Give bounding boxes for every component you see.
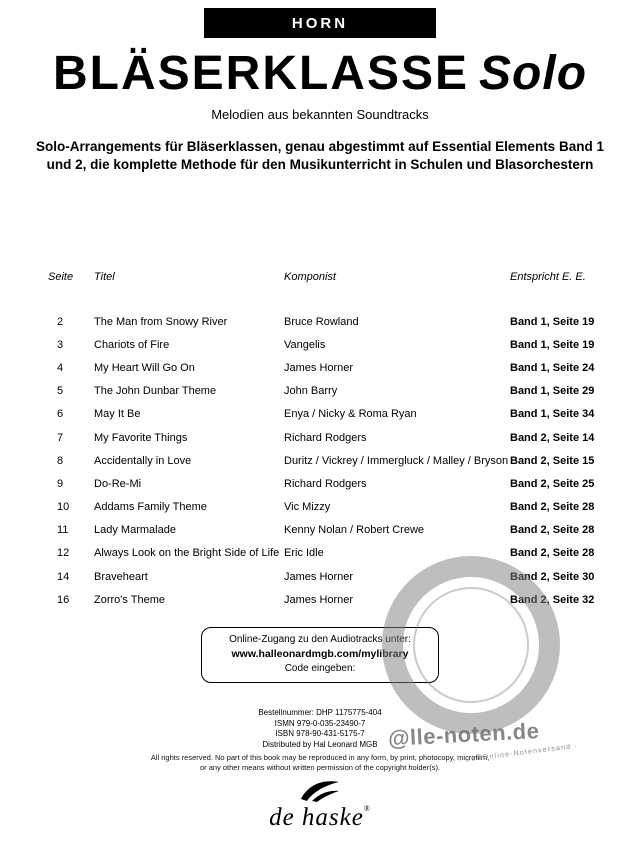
cell-titel: The John Dunbar Theme	[94, 385, 217, 398]
col-header-seite: Seite	[48, 271, 74, 283]
cell-seite: 10	[57, 501, 70, 514]
table-row	[48, 333, 595, 356]
publisher-info	[0, 708, 640, 740]
cell-seite: 14	[57, 570, 70, 583]
cell-seite: 11	[57, 524, 69, 537]
table-row	[48, 356, 595, 379]
cell-komponist: James Horner	[284, 361, 354, 374]
cell-entspricht: Band 2, Seite 28	[510, 524, 595, 537]
cell-seite: 12	[57, 547, 70, 560]
cell-entspricht: Band 2, Seite 25	[510, 477, 595, 490]
order-number: Bestellnummer: DHP 1175775-404	[258, 708, 382, 717]
toc-header-row	[48, 270, 592, 284]
online-access-url: www.halleonardmgb.com/mylibrary	[231, 648, 409, 660]
instrument-banner	[204, 8, 436, 38]
watermark-text: @lle-noten.de	[387, 718, 540, 751]
cell-entspricht: Band 1, Seite 24	[510, 361, 595, 374]
table-row	[48, 380, 595, 403]
cell-entspricht: Band 2, Seite 14	[510, 431, 595, 444]
cell-komponist: Richard Rodgers	[284, 477, 367, 490]
col-header-komponist: Komponist	[284, 271, 336, 283]
cell-seite: 16	[57, 593, 70, 606]
cell-titel: Addams Family Theme	[94, 501, 207, 514]
table-row	[48, 542, 595, 565]
distributor-line: Distributed by Hal Leonard MGB	[262, 740, 378, 749]
cell-seite: 8	[57, 454, 64, 467]
online-access-line1: Online-Zugang zu den Audiotracks unter:	[229, 634, 411, 645]
cell-komponist: James Horner	[284, 570, 354, 583]
cell-titel: Do-Re-Mi	[94, 477, 142, 490]
table-row	[48, 472, 595, 495]
page-title	[0, 46, 640, 101]
toc-rows	[48, 310, 595, 611]
cell-komponist: John Barry	[284, 385, 338, 398]
cell-titel: My Heart Will Go On	[94, 361, 195, 374]
isbn: ISBN 978-90-431-5175-7	[275, 729, 365, 739]
cell-seite: 4	[57, 361, 64, 374]
cell-titel: Accidentally in Love	[94, 454, 192, 467]
cell-titel: Chariots of Fire	[94, 338, 170, 351]
de-haske-wordmark	[0, 804, 640, 832]
table-of-contents	[48, 270, 595, 611]
cell-komponist: James Horner	[284, 593, 354, 606]
copyright-line1: All rights reserved. No part of this book may be reproduced in any form, by print, photocopy, microfilm,	[150, 753, 490, 762]
table-row	[48, 519, 595, 542]
cell-komponist: Vic Mizzy	[284, 501, 331, 514]
instrument-label: HORN	[291, 14, 349, 32]
table-row	[48, 403, 595, 426]
cell-seite: 9	[57, 477, 64, 490]
col-header-titel: Titel	[94, 271, 115, 283]
de-haske-logo	[0, 779, 640, 832]
cell-entspricht: Band 1, Seite 19	[510, 315, 595, 328]
cell-seite: 5	[57, 385, 64, 398]
cell-seite: 3	[57, 338, 64, 351]
cell-entspricht: Band 1, Seite 19	[510, 338, 595, 351]
cell-titel: Braveheart	[94, 570, 148, 583]
copyright-line2: or any other means without written permission of the copyright holder(s).	[199, 763, 441, 773]
cell-entspricht: Band 2, Seite 30	[510, 570, 595, 583]
col-header-entspricht: Entspricht E. E.	[510, 271, 586, 283]
cell-titel: Always Look on the Bright Side of Life	[94, 547, 280, 560]
cell-seite: 2	[57, 315, 64, 328]
de-haske-logo-icon	[298, 779, 342, 803]
cell-seite: 7	[57, 431, 64, 444]
cell-komponist: Duritz / Vickrey / Immergluck / Malley / Bryson	[284, 454, 509, 467]
registered-mark: ®	[363, 804, 371, 813]
title-accent: Solo	[479, 47, 588, 100]
online-access-line2: Code eingeben:	[284, 662, 356, 674]
cell-entspricht: Band 2, Seite 15	[510, 454, 595, 467]
cell-komponist: Eric Idle	[284, 547, 324, 560]
title-main: BLÄSERKLASSE	[52, 47, 470, 100]
cell-komponist: Vangelis	[284, 338, 326, 351]
cell-entspricht: Band 2, Seite 28	[510, 547, 595, 560]
cell-titel: My Favorite Things	[94, 431, 188, 444]
cell-komponist: Richard Rodgers	[284, 431, 367, 444]
table-row	[48, 588, 595, 611]
cell-entspricht: Band 2, Seite 28	[510, 501, 595, 514]
cell-entspricht: Band 1, Seite 34	[510, 408, 595, 421]
table-row	[48, 496, 595, 519]
cell-komponist: Enya / Nicky & Roma Ryan	[284, 408, 417, 421]
table-row	[48, 426, 595, 449]
cell-seite: 6	[57, 408, 64, 421]
table-row	[48, 565, 595, 588]
online-access-box	[201, 627, 439, 683]
intro-text: Solo-Arrangements für Bläserklassen, genau abgestimmt auf Essential Elements Band 1 und 2, die komplette Methode für den Musikunterricht in Schulen und Blasorchestern	[36, 139, 604, 173]
ismn: ISMN 979-0-035-23490-7	[274, 718, 366, 728]
cell-titel: Zorro's Theme	[94, 593, 165, 606]
table-row	[48, 310, 595, 333]
cell-titel: May It Be	[94, 408, 141, 421]
cell-titel: The Man from Snowy River	[94, 315, 228, 328]
cell-titel: Lady Marmalade	[94, 524, 176, 537]
table-row	[48, 449, 595, 472]
cell-komponist: Kenny Nolan / Robert Crewe	[284, 524, 425, 537]
cell-entspricht: Band 2, Seite 32	[510, 593, 595, 606]
copyright-notice	[105, 753, 535, 773]
logo-text: de haske	[269, 804, 364, 831]
page-subtitle: Melodien aus bekannten Soundtracks	[211, 107, 429, 122]
watermark-subtext: · Der Online-Notenversand ·	[458, 742, 579, 765]
cell-entspricht: Band 1, Seite 29	[510, 385, 595, 398]
cell-komponist: Bruce Rowland	[284, 315, 359, 328]
